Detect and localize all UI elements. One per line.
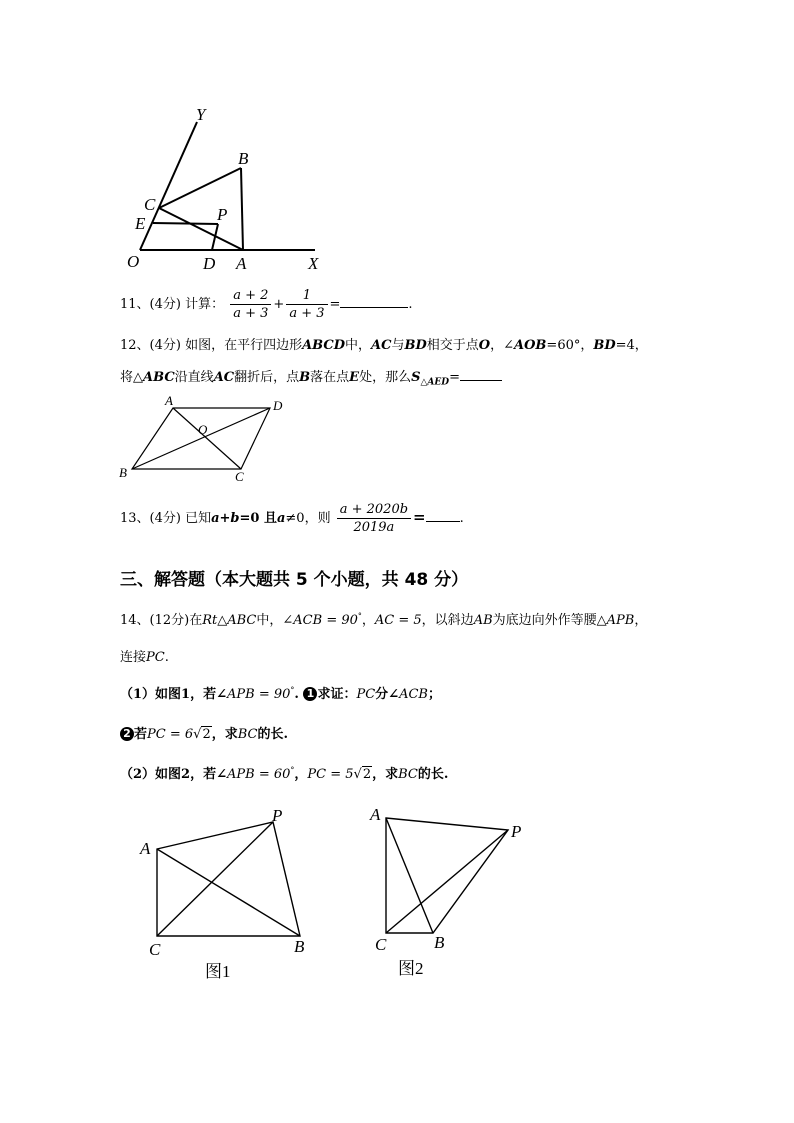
label-d: D <box>203 254 216 273</box>
label-d: D <box>273 398 283 413</box>
segment-ab <box>157 849 300 936</box>
label-p: P <box>217 205 228 224</box>
label-c: C <box>149 940 161 959</box>
segment-ca <box>159 208 243 250</box>
label-a: A <box>236 254 247 273</box>
label-x: X <box>308 254 319 273</box>
q13-fraction: $\frac{a + 2020b}{2019a}$ <box>337 502 411 535</box>
segment-cb <box>159 168 241 208</box>
quadrilateral-apbc <box>386 818 508 933</box>
label-c: C <box>375 935 387 954</box>
q11-fraction-2: $\frac{1}{a + 3}$ <box>286 288 327 321</box>
segment-ab <box>386 818 433 933</box>
label-y: Y <box>196 105 206 124</box>
label-c: C <box>144 195 156 214</box>
segment-ep <box>153 223 218 224</box>
question-12-line-2: 将△ABC沿直线AC翻折后，点B落在点E处，那么$S_{\triangle AED}=$ <box>120 366 502 388</box>
question-14-line-1: 14、(12分)在Rt△ABC中，∠ACB = 90°，AC = 5，以斜边AB为底边向外作等腰△APB， <box>120 611 648 628</box>
figure-1 <box>135 805 325 985</box>
segment-cp <box>386 830 508 933</box>
question-14-line-2: 连接PC. <box>120 650 169 665</box>
label-a: A <box>165 393 173 408</box>
q11-prefix: 11、(4分) 计算： <box>120 297 225 312</box>
label-a: A <box>370 805 381 824</box>
label-p: P <box>511 822 522 841</box>
label-a: A <box>140 839 151 858</box>
label-b: B <box>119 465 127 480</box>
ray-oy <box>140 122 197 250</box>
q11-answer-blank <box>340 307 408 308</box>
question-14-part-1-2: 2 若PC = 6√2，求BC的长. <box>120 723 288 742</box>
label-b: B <box>434 933 445 952</box>
question-14-part-1: （1）如图1，若∠APB = 90°. 1 求证：PC分∠ACB； <box>120 685 441 702</box>
label-o: O <box>127 252 140 271</box>
figure-2-caption: 图2 <box>398 959 424 978</box>
diagonal-ac <box>173 408 241 469</box>
circled-number-2: 2 <box>120 727 134 741</box>
quadrilateral-apbc <box>157 822 300 936</box>
figure-angle-xoy <box>110 100 350 275</box>
q13-answer-blank <box>426 521 460 522</box>
label-p: P <box>272 806 283 825</box>
label-c: C <box>235 469 244 484</box>
label-b: B <box>238 149 249 168</box>
circled-number-1: 1 <box>303 687 317 701</box>
label-b: B <box>294 937 305 956</box>
label-o: O <box>198 422 208 437</box>
segment-ba <box>241 168 243 250</box>
figure-1-caption: 图1 <box>205 962 231 981</box>
question-13: 13、(4分) 已知a+b=0 且a≠0，则 $\frac{a + 2020b}{2019a}$ = . <box>120 502 464 535</box>
q11-fraction-1: $\frac{a + 2}{a + 3}$ <box>230 288 271 321</box>
question-11: 11、(4分) 计算： $\frac{a + 2}{a + 3}$ + $\frac{1}{a + 3}$ = . <box>120 288 413 321</box>
question-14-part-2: （2）如图2，若∠APB = 60°，PC = 5√2，求BC的长. <box>120 765 449 782</box>
section-heading: 三、解答题（本大题共 5 个小题，共 48 分） <box>120 570 469 590</box>
question-12-line-1: 12、(4分) 如图，在平行四边形ABCD中，AC与BD相交于点O，∠AOB=60°，BD=4， <box>120 338 648 353</box>
q12-answer-blank <box>460 380 502 381</box>
figure-2 <box>360 800 540 985</box>
segment-cp <box>157 822 273 936</box>
figure-parallelogram <box>115 393 295 485</box>
label-e: E <box>135 214 146 233</box>
